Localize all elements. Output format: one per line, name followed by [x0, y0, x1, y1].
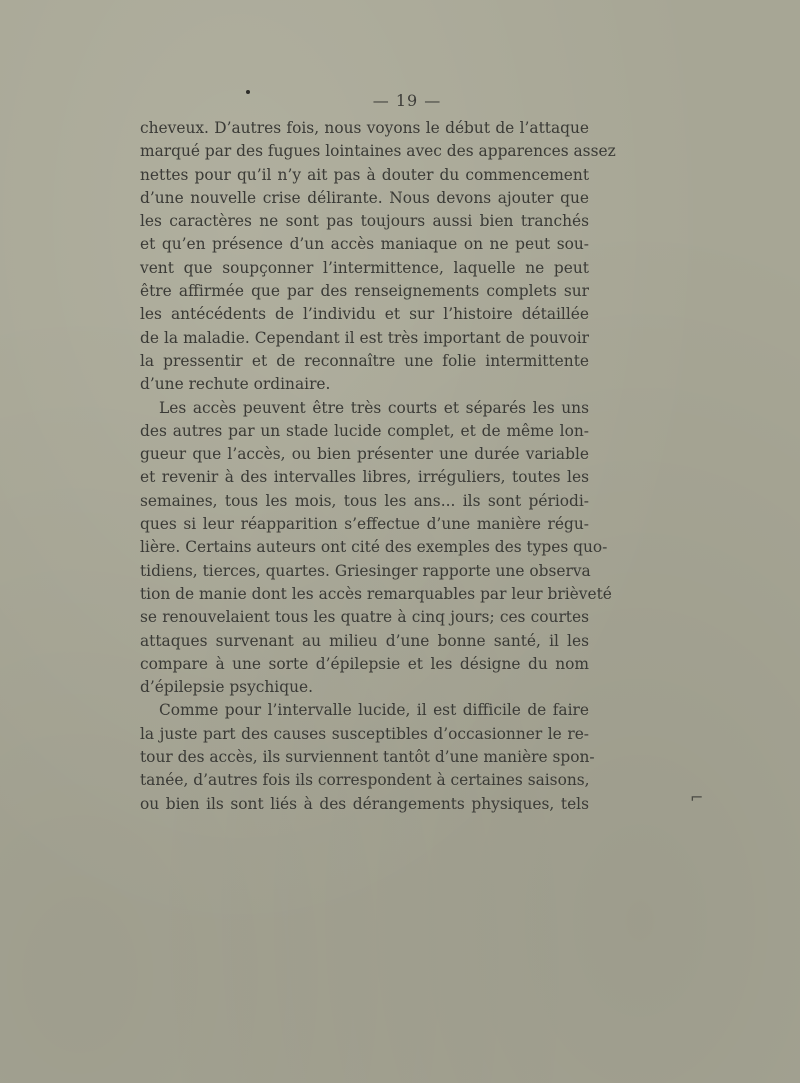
- margin-pencil-mark: ⌐: [690, 788, 704, 807]
- text-line: tion de manie dont les accès remarquables par leur brièveté: [140, 584, 612, 603]
- text-line: d’une nouvelle crise délirante. Nous devons ajouter que: [140, 188, 589, 207]
- text-line: attaques survenant au milieu d’une bonne santé, il les: [140, 631, 589, 650]
- text-line: les antécédents de l’individu et sur l’histoire détaillée: [140, 305, 589, 324]
- text-line: d’une rechute ordinaire.: [140, 375, 331, 394]
- text-line: tanée, d’autres fois ils correspondent à certaines saisons,: [140, 771, 590, 790]
- text-line: être affirmée que par des renseignements complets sur: [140, 282, 589, 301]
- text-line: ques si leur réapparition s’effectue d’une manière régu-: [140, 515, 589, 534]
- text-line: tidiens, tierces, quartes. Griesinger rapporte une observa: [140, 561, 591, 580]
- text-line: cheveux. D’autres fois, nous voyons le début de l’attaque: [140, 119, 589, 137]
- text-line: compare à une sorte d’épilepsie et les désigne du nom: [140, 654, 589, 673]
- page-number: — 19 —: [372, 91, 442, 110]
- text-line: lière. Certains auteurs ont cité des exemples des types quo-: [140, 538, 608, 557]
- text-line: se renouvelaient tous les quatre à cinq jours; ces courtes: [140, 608, 589, 627]
- text-line: et qu’en présence d’un accès maniaque on ne peut sou-: [140, 235, 589, 254]
- text-line: des autres par un stade lucide complet, et de même lon-: [140, 421, 589, 440]
- text-line: Comme pour l’intervalle lucide, il est difficile de faire: [159, 701, 589, 720]
- text-line: nettes pour qu’il n’y ait pas à douter du commencement: [140, 165, 589, 184]
- text-line: Les accès peuvent être très courts et séparés les uns: [159, 398, 589, 417]
- text-line: la pressentir et de reconnaître une folie intermittente: [140, 351, 589, 370]
- text-line: et revenir à des intervalles libres, irréguliers, toutes les: [140, 468, 589, 487]
- text-line: marqué par des fugues lointaines avec des apparences assez: [140, 142, 616, 161]
- text-line: vent que soupçonner l’intermittence, laquelle ne peut: [140, 258, 589, 277]
- text-line: d’épilepsie psychique.: [140, 678, 313, 697]
- ink-speck: [246, 90, 250, 94]
- text-line: de la maladie. Cependant il est très important de pouvoir: [140, 328, 589, 347]
- body-text: [140, 117, 616, 816]
- text-line: gueur que l’accès, ou bien présenter une durée variable: [140, 445, 589, 464]
- text-line: semaines, tous les mois, tous les ans... ils sont périodi-: [140, 491, 589, 510]
- text-line: ou bien ils sont liés à des dérangements physiques, tels: [140, 794, 589, 813]
- text-line: les caractères ne sont pas toujours aussi bien tranchés: [140, 212, 589, 231]
- text-line: tour des accès, ils surviennent tantôt d’une manière spon-: [140, 748, 595, 767]
- text-line: la juste part des causes susceptibles d’occasionner le re-: [140, 724, 589, 743]
